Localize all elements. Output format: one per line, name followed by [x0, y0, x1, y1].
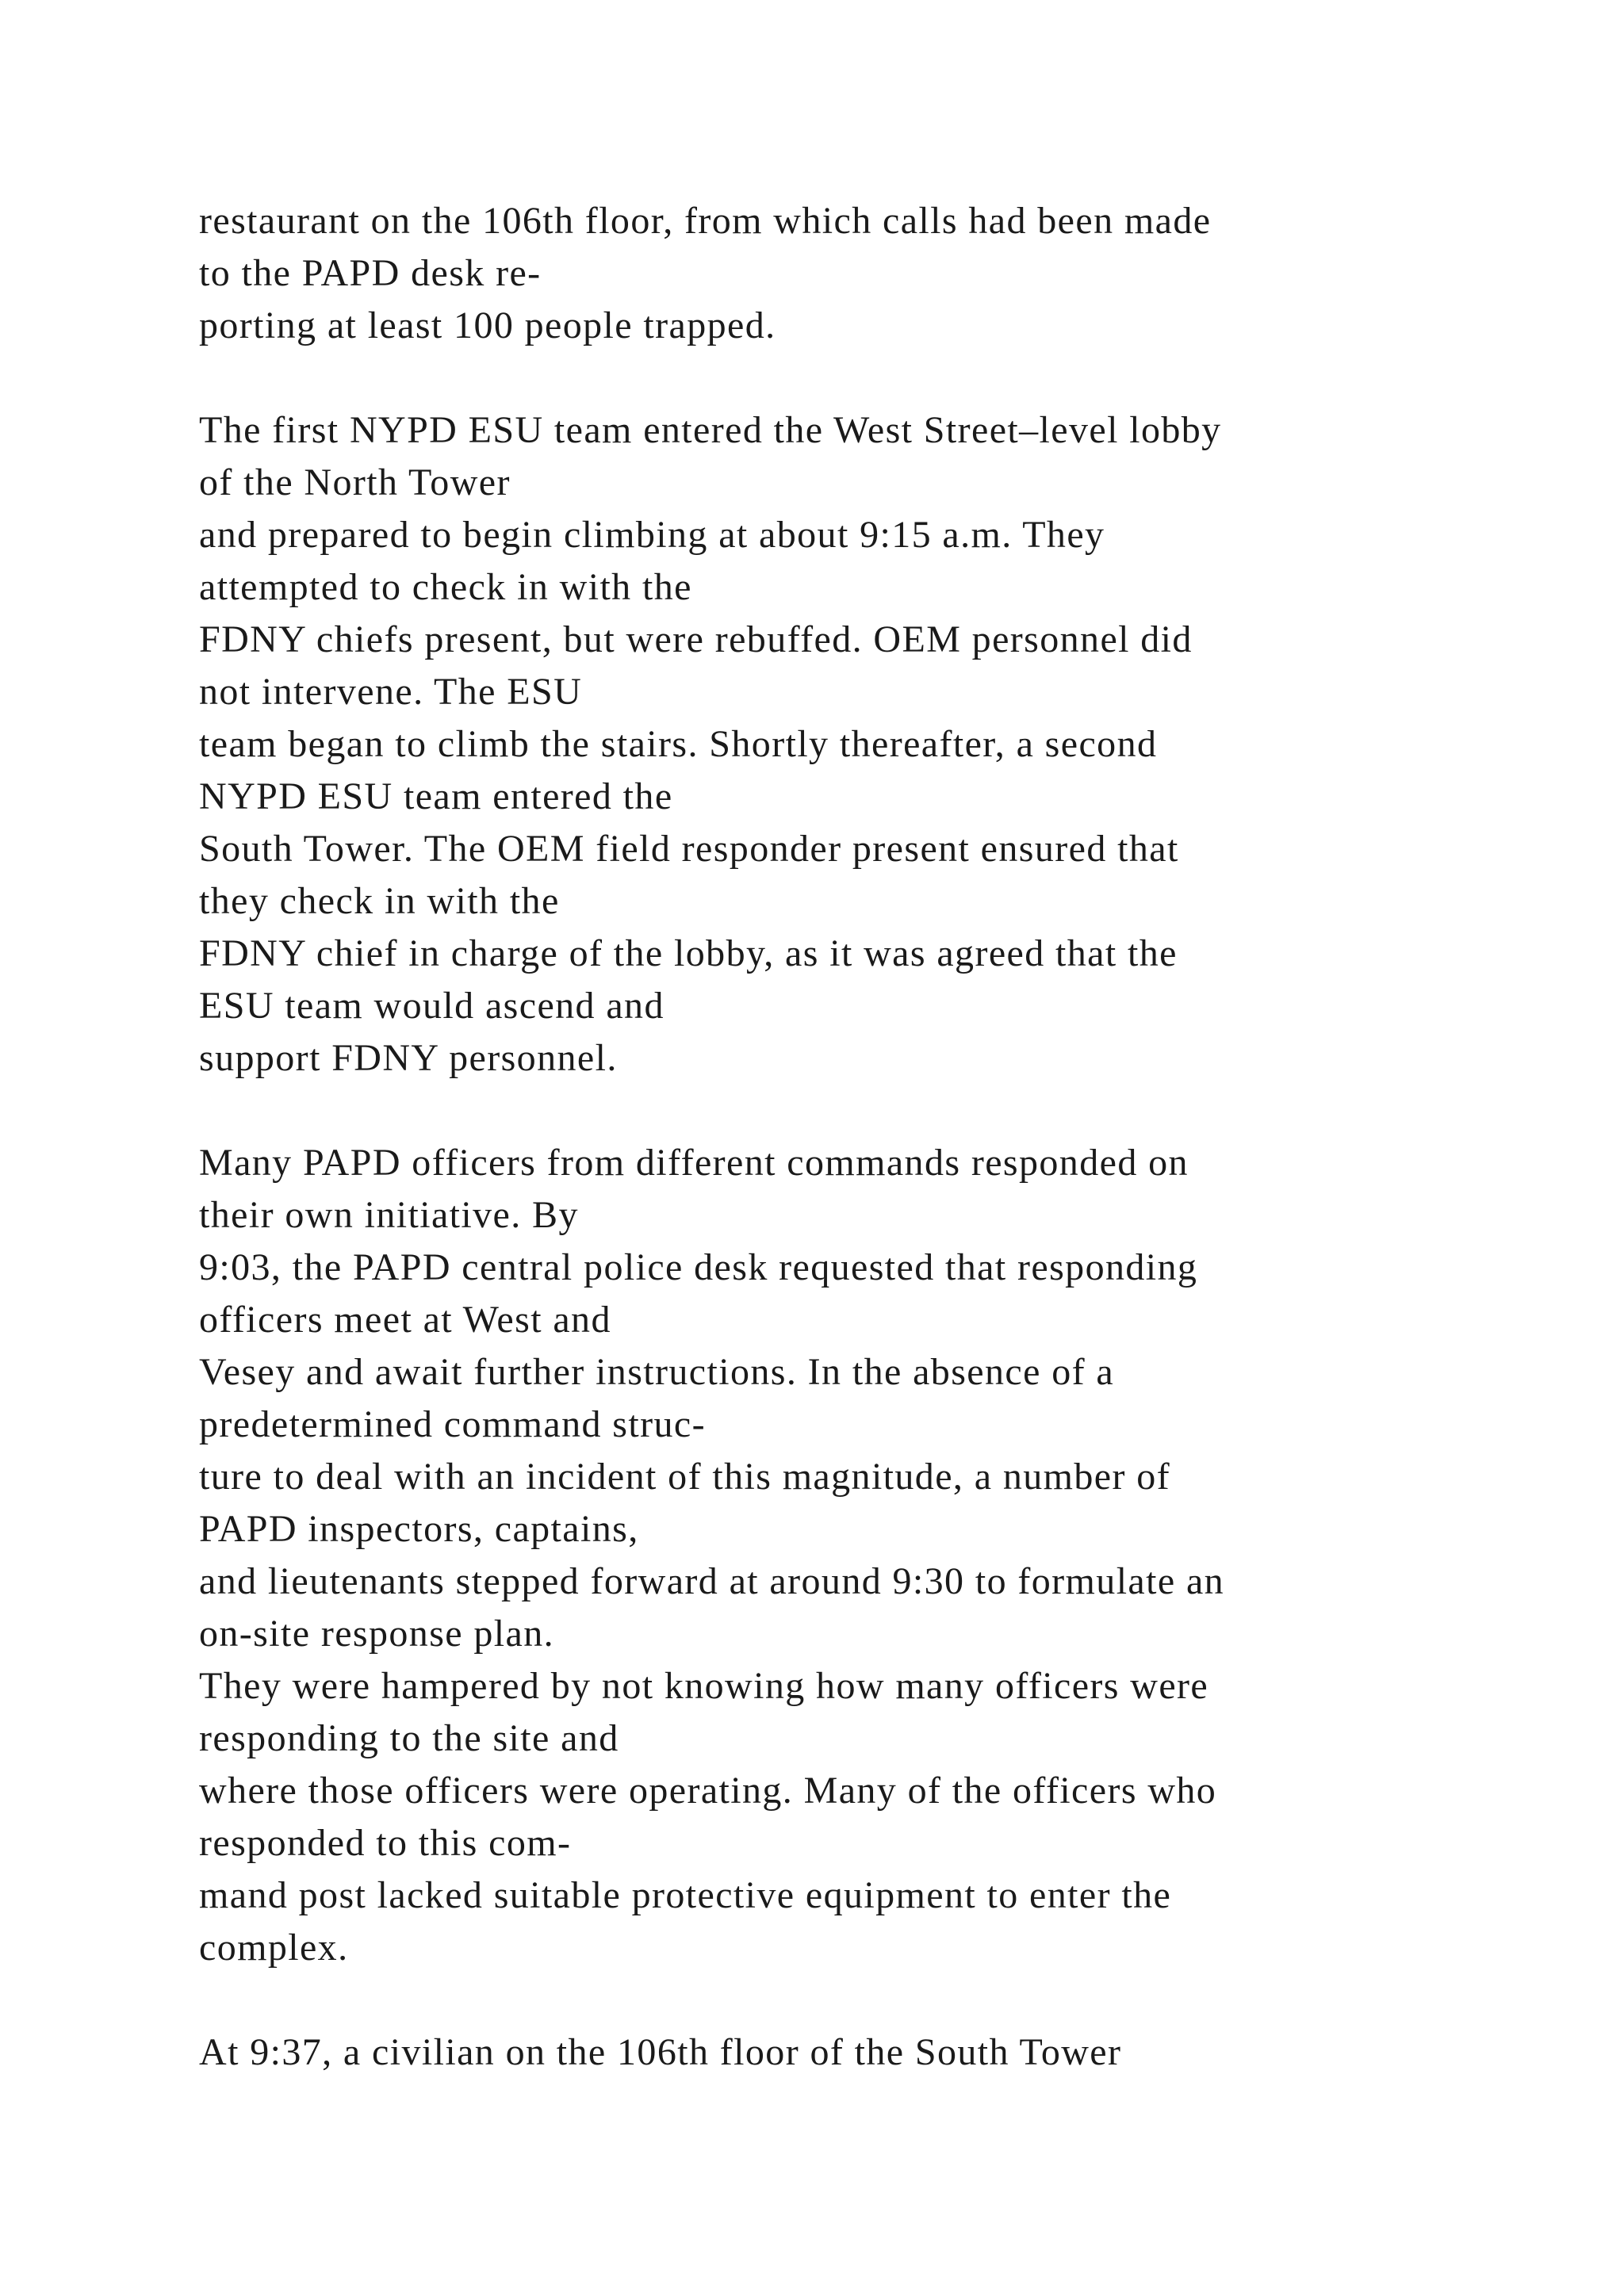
text-line: ESU team would ascend and: [199, 985, 665, 1027]
text-line: their own initiative. By: [199, 1194, 579, 1236]
text-line: complex.: [199, 1927, 349, 1969]
text-line: to the PAPD desk re-: [199, 252, 542, 294]
paragraph-4: [199, 2026, 1611, 2079]
text-line: of the North Tower: [199, 461, 511, 503]
paragraph-3: [199, 1137, 1611, 1974]
text-line: attempted to check in with the: [199, 566, 692, 608]
text-line: PAPD inspectors, captains,: [199, 1508, 639, 1550]
text-line: At 9:37, a civilian on the 106th floor of the South Tower: [199, 2031, 1122, 2073]
text-line: support FDNY personnel.: [199, 1037, 618, 1079]
text-line: porting at least 100 people trapped.: [199, 304, 776, 346]
text-line: not intervene. The ESU: [199, 671, 583, 713]
text-line: South Tower. The OEM field responder present ensured that: [199, 828, 1179, 870]
text-line: ture to deal with an incident of this magnitude, a number of: [199, 1456, 1171, 1498]
text-line: predetermined command struc-: [199, 1403, 706, 1445]
text-line: Vesey and await further instructions. In the absence of a: [199, 1351, 1115, 1393]
text-line: They were hampered by not knowing how many officers were: [199, 1665, 1209, 1707]
text-line: team began to climb the stairs. Shortly thereafter, a second: [199, 723, 1158, 765]
text-line: restaurant on the 106th floor, from which calls had been made: [199, 200, 1212, 242]
paragraph-1: [199, 195, 1611, 352]
body-text: [199, 195, 1611, 2131]
text-line: The first NYPD ESU team entered the West Street–level lobby: [199, 409, 1222, 451]
text-line: responding to the site and: [199, 1717, 619, 1759]
paragraph-2: [199, 404, 1611, 1085]
text-line: officers meet at West and: [199, 1299, 611, 1341]
text-line: on-site response plan.: [199, 1613, 555, 1655]
text-line: mand post lacked suitable protective equipment to enter the: [199, 1874, 1172, 1916]
text-line: FDNY chief in charge of the lobby, as it was agreed that the: [199, 932, 1178, 974]
text-line: and lieutenants stepped forward at around 9:30 to formulate an: [199, 1560, 1225, 1602]
text-line: 9:03, the PAPD central police desk requested that responding: [199, 1246, 1198, 1288]
text-line: FDNY chiefs present, but were rebuffed. OEM personnel did: [199, 618, 1193, 660]
text-line: NYPD ESU team entered the: [199, 775, 673, 817]
text-line: they check in with the: [199, 880, 560, 922]
text-line: where those officers were operating. Many of the officers who: [199, 1770, 1217, 1812]
text-line: responded to this com-: [199, 1822, 572, 1864]
text-line: Many PAPD officers from different commands responded on: [199, 1142, 1189, 1184]
text-line: and prepared to begin climbing at about 9:15 a.m. They: [199, 514, 1105, 556]
